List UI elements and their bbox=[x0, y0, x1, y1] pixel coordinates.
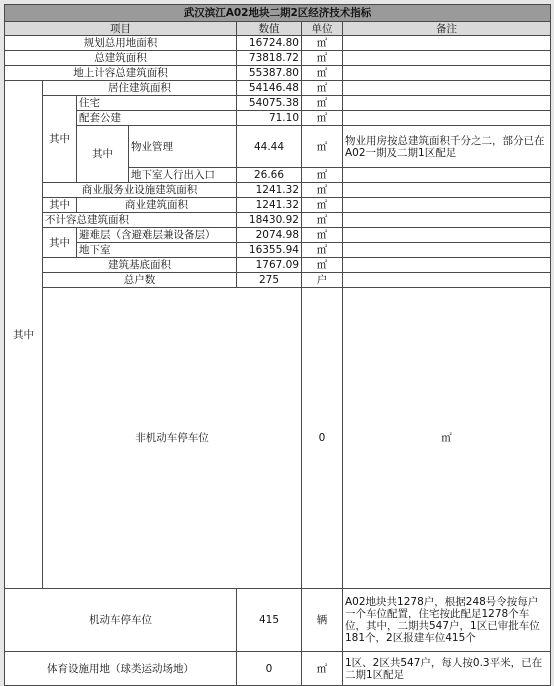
header-value: 数值 bbox=[237, 22, 302, 36]
row-note bbox=[343, 66, 551, 81]
group-qizhong-commercial: 其中 bbox=[43, 198, 77, 213]
row-note bbox=[343, 96, 551, 111]
row-note bbox=[343, 81, 551, 96]
row-value: 2074.98 bbox=[237, 228, 302, 243]
row-unit: ㎡ bbox=[302, 51, 343, 66]
title-row bbox=[5, 5, 551, 22]
row-unit: ㎡ bbox=[302, 198, 343, 213]
row-unit: ㎡ bbox=[302, 228, 343, 243]
row-value: 44.44 bbox=[237, 126, 302, 168]
row-note bbox=[343, 198, 551, 213]
row-unit: ㎡ bbox=[302, 213, 343, 228]
row-value: 73818.72 bbox=[237, 51, 302, 66]
row-note bbox=[343, 243, 551, 258]
row-value: 0 bbox=[302, 288, 343, 589]
row-note: 1区、2区共547户，每人按0.3平米，已在二期1区配足 bbox=[343, 652, 551, 686]
row-label: 总户数 bbox=[43, 273, 237, 288]
row-unit: 辆 bbox=[302, 589, 343, 652]
row-label: 配套公建 bbox=[77, 111, 237, 126]
row-label: 总建筑面积 bbox=[5, 51, 237, 66]
table-row bbox=[5, 36, 551, 51]
group-qizhong-supporting: 其中 bbox=[77, 126, 129, 183]
row-unit: ㎡ bbox=[343, 288, 551, 589]
row-note bbox=[343, 168, 551, 183]
row-label: 建筑基底面积 bbox=[43, 258, 237, 273]
table-title: 武汉滨江A02地块二期2区经济技术指标 bbox=[5, 5, 551, 22]
row-label: 地下室 bbox=[77, 243, 237, 258]
row-unit: ㎡ bbox=[302, 183, 343, 198]
header-note: 备注 bbox=[343, 22, 551, 36]
row-unit: ㎡ bbox=[302, 126, 343, 168]
table-row bbox=[5, 228, 551, 243]
row-label: 机动车停车位 bbox=[5, 589, 237, 652]
row-unit: ㎡ bbox=[302, 36, 343, 51]
row-unit: ㎡ bbox=[302, 652, 343, 686]
row-unit: ㎡ bbox=[302, 81, 343, 96]
row-note bbox=[343, 273, 551, 288]
row-unit: ㎡ bbox=[302, 96, 343, 111]
row-label: 居住建筑面积 bbox=[43, 81, 237, 96]
row-unit: ㎡ bbox=[302, 168, 343, 183]
row-value: 55387.80 bbox=[237, 66, 302, 81]
group-qizhong-residential: 其中 bbox=[43, 96, 77, 183]
table-row bbox=[5, 652, 551, 686]
row-unit: ㎡ bbox=[302, 258, 343, 273]
table-row bbox=[5, 273, 551, 288]
group-qizhong-main: 其中 bbox=[5, 81, 43, 589]
row-label: 地上计容总建筑面积 bbox=[5, 66, 237, 81]
row-label: 不计容总建筑面积 bbox=[43, 213, 237, 228]
table-row bbox=[5, 96, 551, 111]
row-note: 物业用房按总建筑面积千分之二，部分已在A02一期及二期1区配足 bbox=[343, 126, 551, 168]
row-label: 商业建筑面积 bbox=[77, 198, 237, 213]
header-unit: 单位 bbox=[302, 22, 343, 36]
economic-indicators-table bbox=[4, 4, 551, 686]
table-row bbox=[5, 183, 551, 198]
row-note bbox=[343, 51, 551, 66]
row-label: 规划总用地面积 bbox=[5, 36, 237, 51]
row-value: 415 bbox=[237, 589, 302, 652]
row-note bbox=[343, 228, 551, 243]
row-value: 54146.48 bbox=[237, 81, 302, 96]
row-value: 1241.32 bbox=[237, 198, 302, 213]
row-label: 体育设施用地（球类运动场地） bbox=[5, 652, 237, 686]
table-row bbox=[5, 51, 551, 66]
row-label: 避难层（含避难层兼设备层） bbox=[77, 228, 237, 243]
row-value: 1767.09 bbox=[237, 258, 302, 273]
row-value: 0 bbox=[237, 652, 302, 686]
row-unit: ㎡ bbox=[302, 243, 343, 258]
row-unit: ㎡ bbox=[302, 66, 343, 81]
row-label: 地下室人行出入口 bbox=[129, 168, 237, 183]
table-row bbox=[5, 213, 551, 228]
row-value: 26.66 bbox=[237, 168, 302, 183]
row-value: 275 bbox=[237, 273, 302, 288]
row-note bbox=[343, 183, 551, 198]
row-label: 住宅 bbox=[77, 96, 237, 111]
table-row bbox=[5, 111, 551, 126]
row-note bbox=[343, 111, 551, 126]
table-row bbox=[5, 126, 551, 168]
row-note bbox=[343, 36, 551, 51]
row-value: 71.10 bbox=[237, 111, 302, 126]
table-row bbox=[5, 81, 551, 96]
row-note bbox=[343, 258, 551, 273]
table-row bbox=[5, 66, 551, 81]
header-row bbox=[5, 22, 551, 36]
row-note bbox=[343, 213, 551, 228]
group-qizhong-noncounted: 其中 bbox=[43, 228, 77, 258]
row-unit: 户 bbox=[302, 273, 343, 288]
row-value: 18430.92 bbox=[237, 213, 302, 228]
table-row bbox=[5, 243, 551, 258]
row-note: A02地块共1278户，根据248号令按每户一个车位配置，住宅按此配足1278个车位，其中，二期共547户，1区已审批车位181个，2区报建车位415个 bbox=[343, 589, 551, 652]
row-unit: ㎡ bbox=[302, 111, 343, 126]
row-label: 非机动车停车位 bbox=[43, 288, 302, 589]
row-label: 商业服务业设施建筑面积 bbox=[43, 183, 237, 198]
table-row bbox=[5, 589, 551, 652]
row-value: 1241.32 bbox=[237, 183, 302, 198]
header-item: 项目 bbox=[5, 22, 237, 36]
table-row bbox=[5, 258, 551, 273]
table-row bbox=[5, 198, 551, 213]
row-value: 16724.80 bbox=[237, 36, 302, 51]
table-row bbox=[5, 288, 551, 589]
row-value: 16355.94 bbox=[237, 243, 302, 258]
row-label: 物业管理 bbox=[129, 126, 237, 168]
row-value: 54075.38 bbox=[237, 96, 302, 111]
